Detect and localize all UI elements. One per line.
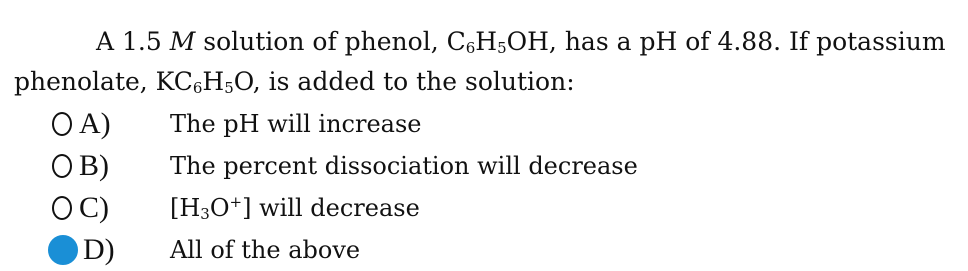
option-c-text-segment: ] will decrease: [242, 194, 420, 222]
subscript: 5: [497, 39, 507, 57]
question-text-segment: H: [475, 27, 498, 56]
question-line-1: [14, 22, 959, 62]
subscript: 6: [465, 39, 476, 57]
question-text-segment: solution of phenol, C: [195, 27, 466, 56]
question-text-segment: OH, has a pH of 4.88. If potassium: [506, 27, 946, 56]
option-a-text: The pH will increase: [170, 110, 422, 138]
question-line-2: [14, 62, 959, 102]
option-a[interactable]: [52, 103, 912, 145]
subscript: 6: [192, 79, 203, 97]
question-text-segment: A 1.5: [96, 27, 170, 56]
question-text-segment: H: [202, 67, 225, 96]
option-c-selector[interactable]: [52, 191, 170, 225]
subscript: 5: [224, 79, 234, 97]
subscript: 3: [200, 205, 210, 223]
option-c[interactable]: [52, 187, 912, 229]
question-text-segment: phenolate, KC: [14, 67, 193, 96]
option-a-selector[interactable]: [52, 107, 170, 141]
answer-options: [52, 103, 912, 271]
radio-selected-icon[interactable]: [48, 235, 78, 265]
radio-unselected-icon[interactable]: [52, 154, 72, 178]
option-c-text-segment: O: [209, 194, 230, 222]
option-b-text: The percent dissociation will decrease: [170, 152, 638, 180]
molarity-unit: M: [169, 27, 196, 56]
question-text: [14, 22, 959, 102]
option-d-label: D): [83, 233, 115, 266]
option-b-label: B): [79, 149, 109, 182]
option-b-selector[interactable]: [52, 149, 170, 183]
option-c-text-segment: [H: [170, 194, 201, 222]
option-d[interactable]: [52, 229, 912, 271]
option-a-label: A): [79, 107, 111, 140]
superscript: +: [229, 193, 243, 211]
radio-unselected-icon[interactable]: [52, 112, 72, 136]
option-c-text: [170, 194, 420, 222]
option-b[interactable]: [52, 145, 912, 187]
option-c-label: C): [79, 191, 109, 224]
radio-unselected-icon[interactable]: [52, 196, 72, 220]
option-d-selector[interactable]: [52, 233, 170, 267]
option-d-text: All of the above: [170, 236, 361, 264]
question-text-segment: O, is added to the solution:: [233, 67, 575, 96]
